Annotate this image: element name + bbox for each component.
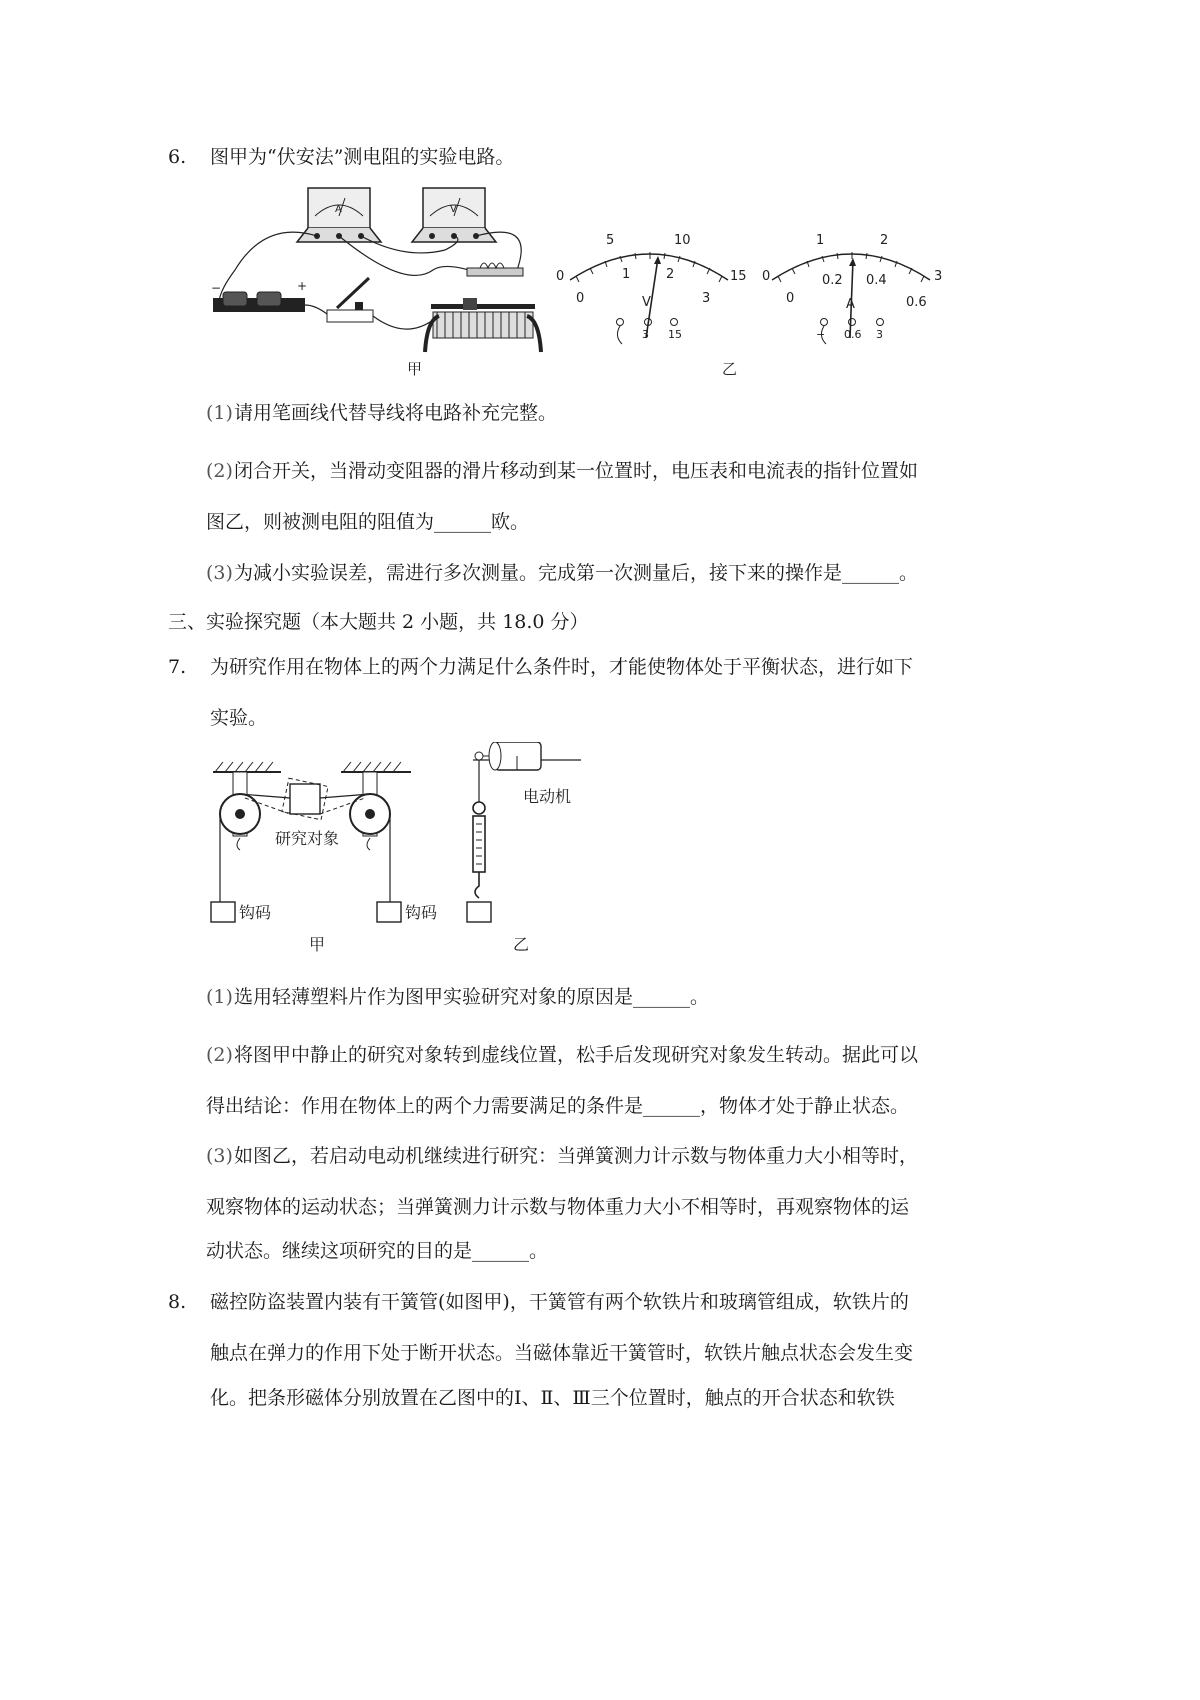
voltmeter-bottom-1: 1 <box>622 267 631 282</box>
q6-part2-label: (2) <box>206 460 233 482</box>
question-7-number: 7. <box>168 656 187 678</box>
voltmeter-top-10: 10 <box>674 233 691 248</box>
question-8-number: 8. <box>168 1291 187 1313</box>
ammeter-bottom-0-4: 0.4 <box>866 273 887 288</box>
q6-part2-line2: 图乙，则被测电阻的阻值为______欧。 <box>206 511 530 533</box>
question-6-stem: 图甲为“伏安法”测电阻的实验电路。 <box>210 146 515 168</box>
ammeter-bottom-0-6: 0.6 <box>906 295 927 310</box>
pulley-motor-figure <box>205 742 585 957</box>
voltmeter-terminal-3: 3 <box>642 328 649 341</box>
ceiling-left <box>213 762 281 772</box>
q7-part2-line2: 得出结论：作用在物体上的两个力需要满足的条件是______，物体才处于静止状态。 <box>206 1095 910 1117</box>
q6-part1-text: 请用笔画线代替导线将电路补充完整。 <box>234 402 558 424</box>
ammeter-top-1: 1 <box>816 233 825 248</box>
q7-part3-label: (3) <box>206 1145 233 1167</box>
q6-part1-label: (1) <box>206 402 233 424</box>
meter-dials-figure <box>550 198 950 378</box>
spring-scale <box>473 760 485 898</box>
q7-part3-line2: 观察物体的运动状态；当弹簧测力计示数与物体重力大小不相等时，再观察物体的运 <box>206 1196 910 1218</box>
weight-left <box>211 902 235 922</box>
research-object-label: 研究对象 <box>275 829 340 848</box>
voltmeter-top-0: 0 <box>556 269 565 284</box>
q6-part3-label: (3) <box>206 562 233 584</box>
voltmeter-terminal-15: 15 <box>668 328 682 341</box>
q7-part2-line1: 将图甲中静止的研究对象转到虚线位置，松手后发现研究对象发生转动。据此可以 <box>234 1044 919 1066</box>
weight-object <box>467 902 491 922</box>
svg-text:A: A <box>335 204 342 215</box>
figure-label-yi-2: 乙 <box>513 935 530 954</box>
svg-text:−: − <box>211 281 222 295</box>
q7-part3-line1: 如图乙，若启动电动机继续进行研究：当弹簧测力计示数与物体重力大小相等时， <box>234 1145 919 1167</box>
ceiling-right <box>341 762 411 772</box>
question-7-stem-line2: 实验。 <box>210 707 268 729</box>
ammeter-dial <box>762 233 942 344</box>
voltmeter-bottom-3: 3 <box>702 291 711 306</box>
q7-part1-text: 选用轻薄塑料片作为图甲实验研究对象的原因是______。 <box>234 986 710 1008</box>
ammeter-top-2: 2 <box>880 233 889 248</box>
weight-right <box>377 902 401 922</box>
q7-part1-label: (1) <box>206 986 233 1008</box>
question-7-stem-line1: 为研究作用在物体上的两个力满足什么条件时，才能使物体处于平衡状态，进行如下 <box>210 656 914 678</box>
rheostat <box>425 298 541 352</box>
voltmeter-dial <box>556 233 747 344</box>
ammeter-top-3: 3 <box>934 269 943 284</box>
voltmeter-bottom-0: 0 <box>576 291 585 306</box>
ammeter-symbol: A <box>846 297 855 312</box>
research-object <box>290 784 320 814</box>
ammeter-terminal-0-6: 0.6 <box>844 328 862 341</box>
question-6-number: 6. <box>168 146 187 168</box>
ammeter-terminal-3: 3 <box>876 328 883 341</box>
q7-part2-label: (2) <box>206 1044 233 1066</box>
q6-part3-text: 为减小实验误差，需进行多次测量。完成第一次测量后，接下来的操作是______。 <box>234 562 919 584</box>
pulley-right <box>350 772 390 850</box>
section-3-heading: 三、实验探究题（本大题共 2 小题，共 18.0 分） <box>168 611 589 633</box>
question-8-line2: 触点在弹力的作用下处于断开状态。当磁体靠近干簧管时，软铁片触点状态会发生变 <box>210 1342 914 1364</box>
question-8-line3: 化。把条形磁体分别放置在乙图中的Ⅰ、Ⅱ、Ⅲ三个位置时，触点的开合状态和软铁 <box>210 1387 895 1409</box>
resistor <box>467 263 523 276</box>
voltmeter-bottom-2: 2 <box>666 267 675 282</box>
motor-label: 电动机 <box>523 787 572 806</box>
figure-label-yi: 乙 <box>722 360 738 378</box>
switch <box>327 278 373 322</box>
voltmeter-top-15: 15 <box>730 269 747 284</box>
q7-part3-line3: 动状态。继续这项研究的目的是______。 <box>206 1240 549 1262</box>
voltmeter-symbol: V <box>642 295 651 310</box>
pulley-left <box>220 772 260 850</box>
svg-text:+: + <box>297 279 308 293</box>
question-8-line1: 磁控防盗装置内装有干簧管(如图甲)，干簧管有两个软铁片和玻璃管组成，软铁片的 <box>210 1291 909 1313</box>
ammeter-bottom-0-2: 0.2 <box>822 273 843 288</box>
svg-text:V: V <box>450 204 457 215</box>
weight-right-label: 钩码 <box>405 903 438 922</box>
figure-label-jia: 甲 <box>407 360 423 378</box>
ammeter-top-0: 0 <box>762 269 771 284</box>
voltmeter-top-5: 5 <box>606 233 615 248</box>
ammeter-bottom-0: 0 <box>786 291 795 306</box>
ammeter-terminal-minus: − <box>816 328 826 341</box>
q6-part2-line1: 闭合开关，当滑动变阻器的滑片移动到某一位置时，电压表和电流表的指针位置如 <box>234 460 919 482</box>
figure-label-jia-2: 甲 <box>309 935 326 954</box>
weight-left-label: 钩码 <box>239 903 272 922</box>
motor <box>473 742 581 770</box>
circuit-figure <box>205 180 585 380</box>
